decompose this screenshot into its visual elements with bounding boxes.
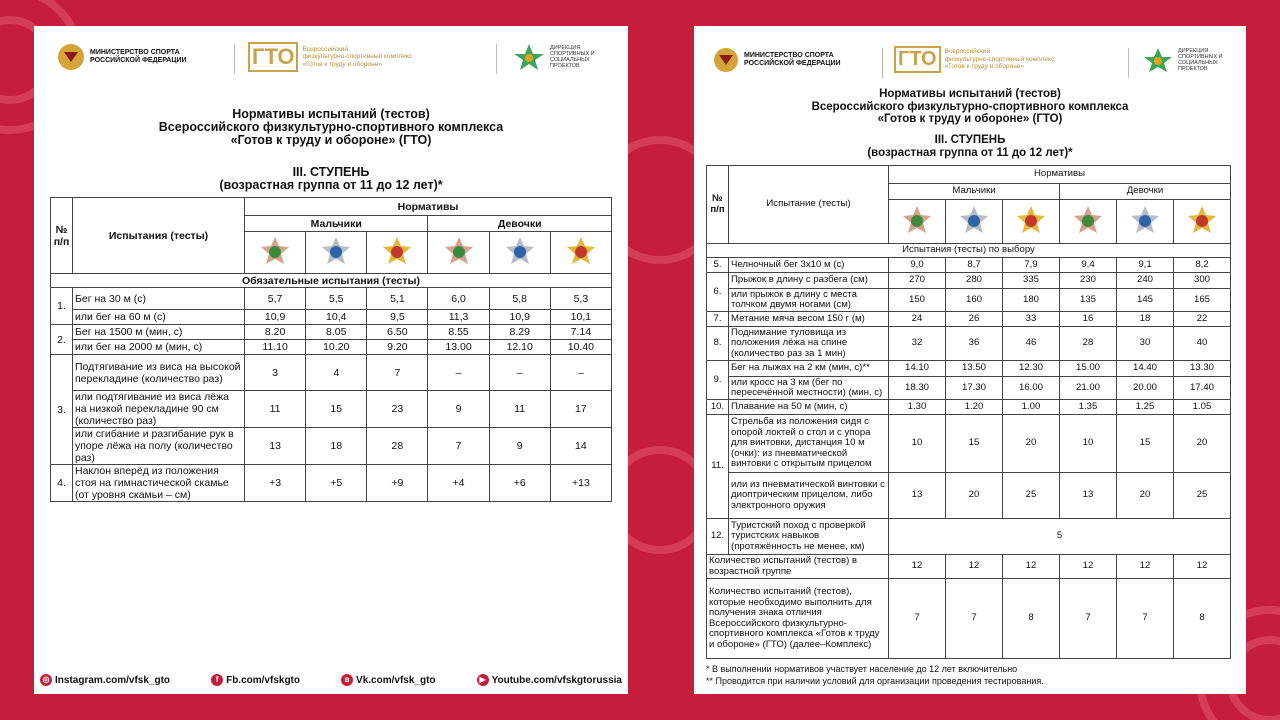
norm-value: 9,5 (367, 310, 428, 325)
section-header: Обязательные испытания (тесты) (51, 274, 612, 288)
directorate-logo: ДИРЕКЦИЯ СПОРТИВНЫХ И СОЦИАЛЬНЫХ ПРОЕКТОВ (512, 42, 600, 72)
norm-value: 13 (889, 473, 946, 519)
norm-value: 1.30 (889, 400, 946, 415)
row-number: 8. (707, 327, 729, 361)
norm-value: 7 (889, 579, 946, 659)
row-number: 10. (707, 400, 729, 415)
norm-value: 7.14 (550, 325, 611, 340)
page-header (694, 44, 1246, 84)
table-row (707, 273, 1231, 289)
norm-value: 9,0 (889, 258, 946, 273)
norm-value: 9,1 (1117, 258, 1174, 273)
doc-title: Нормативы испытаний (тестов) Всероссийского физкультурно-спортивного комплекса «Готов к труду и обороне» (ГТО) (158, 107, 504, 147)
norm-value: 7,9 (1003, 258, 1060, 273)
footnote-1: * В выполнении нормативов участвует население до 12 лет включительно (706, 664, 1018, 674)
norm-value: 20.00 (1117, 377, 1174, 400)
norm-value: 12 (946, 555, 1003, 579)
norm-value: 13.00 (428, 340, 489, 355)
table-row (51, 355, 612, 391)
norm-value: 8,2 (1174, 258, 1231, 273)
norm-value: 30 (1117, 327, 1174, 361)
norm-value: 10,9 (489, 310, 550, 325)
norm-value: 8 (1003, 579, 1060, 659)
document-page-1 (34, 26, 628, 694)
norm-value: 11.10 (245, 340, 306, 355)
norm-value: 8.29 (489, 325, 550, 340)
norm-value: 9,4 (1060, 258, 1117, 273)
ministry-name: МИНИСТЕРСТВО СПОРТА РОССИЙСКОЙ ФЕДЕРАЦИИ (744, 52, 841, 67)
table-row (707, 519, 1231, 555)
norm-value: 12 (1117, 555, 1174, 579)
norm-value: 15 (946, 415, 1003, 473)
test-name: Туристский поход с проверкой туристских навыков (протяжённость не менее, км) (729, 519, 889, 555)
norm-value: 18.30 (889, 377, 946, 400)
norm-value: 10.40 (550, 340, 611, 355)
norm-value: 5,7 (245, 288, 306, 310)
table-row (51, 310, 612, 325)
row-number: 11. (707, 415, 729, 519)
norm-value: 7 (946, 579, 1003, 659)
norm-value: 8,7 (946, 258, 1003, 273)
gold-badge-icon (1187, 205, 1217, 235)
emblem-icon (56, 42, 86, 72)
silver-badge-icon (321, 236, 351, 266)
norm-value: 7 (428, 428, 489, 465)
norm-value: 5,1 (367, 288, 428, 310)
norm-value: 9.20 (367, 340, 428, 355)
norm-value: 17 (550, 391, 611, 428)
norm-value: 8.20 (245, 325, 306, 340)
gto-logo: ГТО Всероссийский физкультурно-спортивный комплекс «Готов к труду и обороне» (894, 46, 1054, 73)
row-number: 3. (51, 355, 73, 465)
norm-value: 10,9 (245, 310, 306, 325)
row-number: 7. (707, 312, 729, 327)
norm-value: 1.00 (1003, 400, 1060, 415)
section-header: Испытания (тесты) по выбору (707, 244, 1231, 258)
norm-value: 7 (1117, 579, 1174, 659)
norm-value: 4 (306, 355, 367, 391)
table-row (707, 400, 1231, 415)
table-row (51, 288, 612, 310)
norm-value: 280 (946, 273, 1003, 289)
num-header: № п/п (51, 198, 73, 274)
norm-value: 8.05 (306, 325, 367, 340)
norm-value: 24 (889, 312, 946, 327)
summary-label: Количество испытаний (тестов) в возрастной группе (707, 555, 889, 579)
table-row (707, 361, 1231, 377)
norm-value: 15.00 (1060, 361, 1117, 377)
test-name: Наклон вперёд из положения стоя на гимнастической скамье (от уровня скамьи – см) (73, 465, 245, 502)
norm-value: 11,3 (428, 310, 489, 325)
doc-title: Нормативы испытаний (тестов) Всероссийского физкультурно-спортивного комплекса «Готов к труду и обороне» (ГТО) (811, 88, 1129, 125)
norm-value: 10,1 (550, 310, 611, 325)
norm-value: 32 (889, 327, 946, 361)
norm-value: 13 (245, 428, 306, 465)
document-page-2 (694, 26, 1246, 694)
bronze-badge-icon (1073, 205, 1103, 235)
girls-header: Девочки (428, 216, 612, 232)
table-row (707, 377, 1231, 400)
norm-value: 180 (1003, 289, 1060, 312)
vk-link[interactable]: в Vk.com/vfsk_gto (341, 674, 435, 686)
table-row (707, 555, 1231, 579)
norm-value: 20 (1174, 415, 1231, 473)
norm-value: 150 (889, 289, 946, 312)
norm-value: 13.30 (1174, 361, 1231, 377)
gold-badge-icon (566, 236, 596, 266)
norm-value: 6,0 (428, 288, 489, 310)
test-name: или сгибание и разгибание рук в упоре лёжа на полу (количество раз) (73, 428, 245, 465)
norm-value: 15 (306, 391, 367, 428)
norm-value: 5 (889, 519, 1231, 555)
summary-label: Количество испытаний (тестов), которые необходимо выполнить для получения знака отличия Всероссийского физкультурно-спортивного комплекса «Готов к труду и обороне» (ГТО) (далее–Комплекс) (707, 579, 889, 659)
bronze-badge-icon (260, 236, 290, 266)
test-name: Прыжок в длину с разбега (см) (729, 273, 889, 289)
norm-value: 11 (245, 391, 306, 428)
table-row (51, 391, 612, 428)
test-name: Подтягивание из виса на высокой перекладине (количество раз) (73, 355, 245, 391)
norm-value: 20 (946, 473, 1003, 519)
girls-header: Девочки (1060, 184, 1231, 200)
norm-value: 14.40 (1117, 361, 1174, 377)
test-name: Бег на лыжах на 2 км (мин, с)** (729, 361, 889, 377)
norm-value: 28 (1060, 327, 1117, 361)
footnote-2: ** Проводится при наличии условий для организации проведения тестирования. (706, 676, 1044, 686)
norm-value: 10 (889, 415, 946, 473)
silver-badge-icon (505, 236, 535, 266)
norms-header: Нормативы (245, 198, 612, 216)
table-row (707, 312, 1231, 327)
norm-value: 7 (367, 355, 428, 391)
test-name: или подтягивание из виса лёжа на низкой перекладине 90 см (количество раз) (73, 391, 245, 428)
table-row (707, 415, 1231, 473)
norm-value: 5,5 (306, 288, 367, 310)
norm-value: 1.35 (1060, 400, 1117, 415)
facebook-link[interactable]: f Fb.com/vfskgto (211, 674, 300, 686)
norm-value: 7 (1060, 579, 1117, 659)
silver-badge-icon (1130, 205, 1160, 235)
norm-value: 40 (1174, 327, 1231, 361)
norm-value: 135 (1060, 289, 1117, 312)
table-row (51, 428, 612, 465)
norm-value: 1.20 (946, 400, 1003, 415)
table-row (51, 340, 612, 355)
norm-value: 23 (367, 391, 428, 428)
test-name: Бег на 30 м (с) (73, 288, 245, 310)
norm-value: 240 (1117, 273, 1174, 289)
norm-value: 28 (367, 428, 428, 465)
norm-value: 14 (550, 428, 611, 465)
norm-value: +5 (306, 465, 367, 502)
table-row (707, 327, 1231, 361)
norm-value: 26 (946, 312, 1003, 327)
gto-logo: ГТО Всероссийский физкультурно-спортивный комплекс «Готов к труду и обороне» (248, 42, 412, 72)
norm-value: 1.25 (1117, 400, 1174, 415)
norm-value: 25 (1174, 473, 1231, 519)
test-name: Бег на 1500 м (мин, с) (73, 325, 245, 340)
norm-value: 17.40 (1174, 377, 1231, 400)
norm-value: 160 (946, 289, 1003, 312)
norm-value: 10.20 (306, 340, 367, 355)
row-number: 2. (51, 325, 73, 355)
norm-value: – (489, 355, 550, 391)
vk-icon: в (341, 674, 353, 686)
norm-value: 20 (1117, 473, 1174, 519)
ministry-logo (712, 46, 854, 74)
norm-value: 21.00 (1060, 377, 1117, 400)
directorate-logo: ДИРЕКЦИЯ СПОРТИВНЫХ И СОЦИАЛЬНЫХ ПРОЕКТОВ (1142, 46, 1228, 74)
norm-value: 5,3 (550, 288, 611, 310)
gold-badge-icon (382, 236, 412, 266)
norm-value: 13.50 (946, 361, 1003, 377)
tests-header: Испытания (тесты) (73, 198, 245, 274)
emblem-icon (712, 46, 740, 74)
norms-table (50, 197, 612, 502)
bronze-badge-icon (902, 205, 932, 235)
stage-title: III. СТУПЕНЬ (возрастная группа от 11 до 12 лет)* (867, 134, 1073, 159)
instagram-icon: ◎ (40, 674, 52, 686)
table-row (707, 258, 1231, 273)
norm-value: 33 (1003, 312, 1060, 327)
social-footer (40, 674, 622, 686)
test-name: Плавание на 50 м (мин, с) (729, 400, 889, 415)
row-number: 5. (707, 258, 729, 273)
silver-badge-icon (959, 205, 989, 235)
norm-value: – (550, 355, 611, 391)
test-name: или прыжок в длину с места толчком двумя ногами (см) (729, 289, 889, 312)
norm-value: 15 (1117, 415, 1174, 473)
norm-value: 13 (1060, 473, 1117, 519)
facebook-icon: f (211, 674, 223, 686)
norm-value: +6 (489, 465, 550, 502)
norm-value: 22 (1174, 312, 1231, 327)
test-name: или бег на 60 м (с) (73, 310, 245, 325)
table-row (51, 465, 612, 502)
row-number: 6. (707, 273, 729, 312)
norm-value: 335 (1003, 273, 1060, 289)
norm-value: +9 (367, 465, 428, 502)
test-name: или кросс на 3 км (бег по пересечённой местности) (мин, с) (729, 377, 889, 400)
tests-header: Испытание (тесты) (729, 166, 889, 244)
norm-value: 46 (1003, 327, 1060, 361)
norm-value: 8.55 (428, 325, 489, 340)
table-row (707, 289, 1231, 312)
test-name: Стрельба из положения сидя с опорой локтей о стол и с упора для винтовки, дистанция 10 м (очки): из пневматической винтовки с открытым прицелом (729, 415, 889, 473)
norm-value: 9 (489, 428, 550, 465)
norm-value: 10 (1060, 415, 1117, 473)
norm-value: 11 (489, 391, 550, 428)
table-row (707, 473, 1231, 519)
norm-value: 12.10 (489, 340, 550, 355)
norm-value: 230 (1060, 273, 1117, 289)
norm-value: 5,8 (489, 288, 550, 310)
norm-value: 6.50 (367, 325, 428, 340)
norm-value: 16 (1060, 312, 1117, 327)
norm-value: +13 (550, 465, 611, 502)
boys-header: Мальчики (245, 216, 428, 232)
norm-value: 300 (1174, 273, 1231, 289)
norm-value: 25 (1003, 473, 1060, 519)
youtube-icon: ▶ (477, 674, 489, 686)
norm-value: 20 (1003, 415, 1060, 473)
star-logo-icon (512, 42, 546, 72)
norm-value: 10,4 (306, 310, 367, 325)
test-name: Метание мяча весом 150 г (м) (729, 312, 889, 327)
norm-value: 12 (889, 555, 946, 579)
boys-header: Мальчики (889, 184, 1060, 200)
test-name: или бег на 2000 м (мин, с) (73, 340, 245, 355)
stage-title: III. СТУПЕНЬ (возрастная группа от 11 до 12 лет)* (219, 165, 443, 192)
norm-value: 145 (1117, 289, 1174, 312)
gold-badge-icon (1016, 205, 1046, 235)
norm-value: 8 (1174, 579, 1231, 659)
bronze-badge-icon (444, 236, 474, 266)
norm-value: 270 (889, 273, 946, 289)
norm-value: +3 (245, 465, 306, 502)
ministry-name: МИНИСТЕРСТВО СПОРТА РОССИЙСКОЙ ФЕДЕРАЦИИ (90, 49, 187, 64)
youtube-link[interactable]: ▶ Youtube.com/vfskgtorussia (477, 674, 622, 686)
norm-value: 18 (306, 428, 367, 465)
num-header: № п/п (707, 166, 729, 244)
norm-value: 17.30 (946, 377, 1003, 400)
norm-value: 12.30 (1003, 361, 1060, 377)
norm-value: +4 (428, 465, 489, 502)
instagram-link[interactable]: ◎ Instagram.com/vfsk_gto (40, 674, 170, 686)
table-row (707, 579, 1231, 659)
row-number: 1. (51, 288, 73, 325)
norm-value: 36 (946, 327, 1003, 361)
test-name: Челночный бег 3х10 м (с) (729, 258, 889, 273)
test-name: или из пневматической винтовки с диоптрическим прицелом, либо электронного оружия (729, 473, 889, 519)
norm-value: 12 (1060, 555, 1117, 579)
norm-value: 3 (245, 355, 306, 391)
norm-value: 16.00 (1003, 377, 1060, 400)
test-name: Поднимание туловища из положения лёжа на спине (количество раз за 1 мин) (729, 327, 889, 361)
norm-value: 9 (428, 391, 489, 428)
norm-value: 18 (1117, 312, 1174, 327)
norm-value: 165 (1174, 289, 1231, 312)
norm-value: 12 (1003, 555, 1060, 579)
ministry-logo (56, 42, 200, 72)
row-number: 4. (51, 465, 73, 502)
norms-header: Нормативы (889, 166, 1231, 184)
norm-value: 14.10 (889, 361, 946, 377)
star-logo-icon (1142, 46, 1174, 74)
norms-table (706, 165, 1231, 659)
norm-value: 12 (1174, 555, 1231, 579)
norm-value: 1.05 (1174, 400, 1231, 415)
norm-value: – (428, 355, 489, 391)
page-header (34, 40, 628, 80)
row-number: 9. (707, 361, 729, 400)
table-row (51, 325, 612, 340)
row-number: 12. (707, 519, 729, 555)
